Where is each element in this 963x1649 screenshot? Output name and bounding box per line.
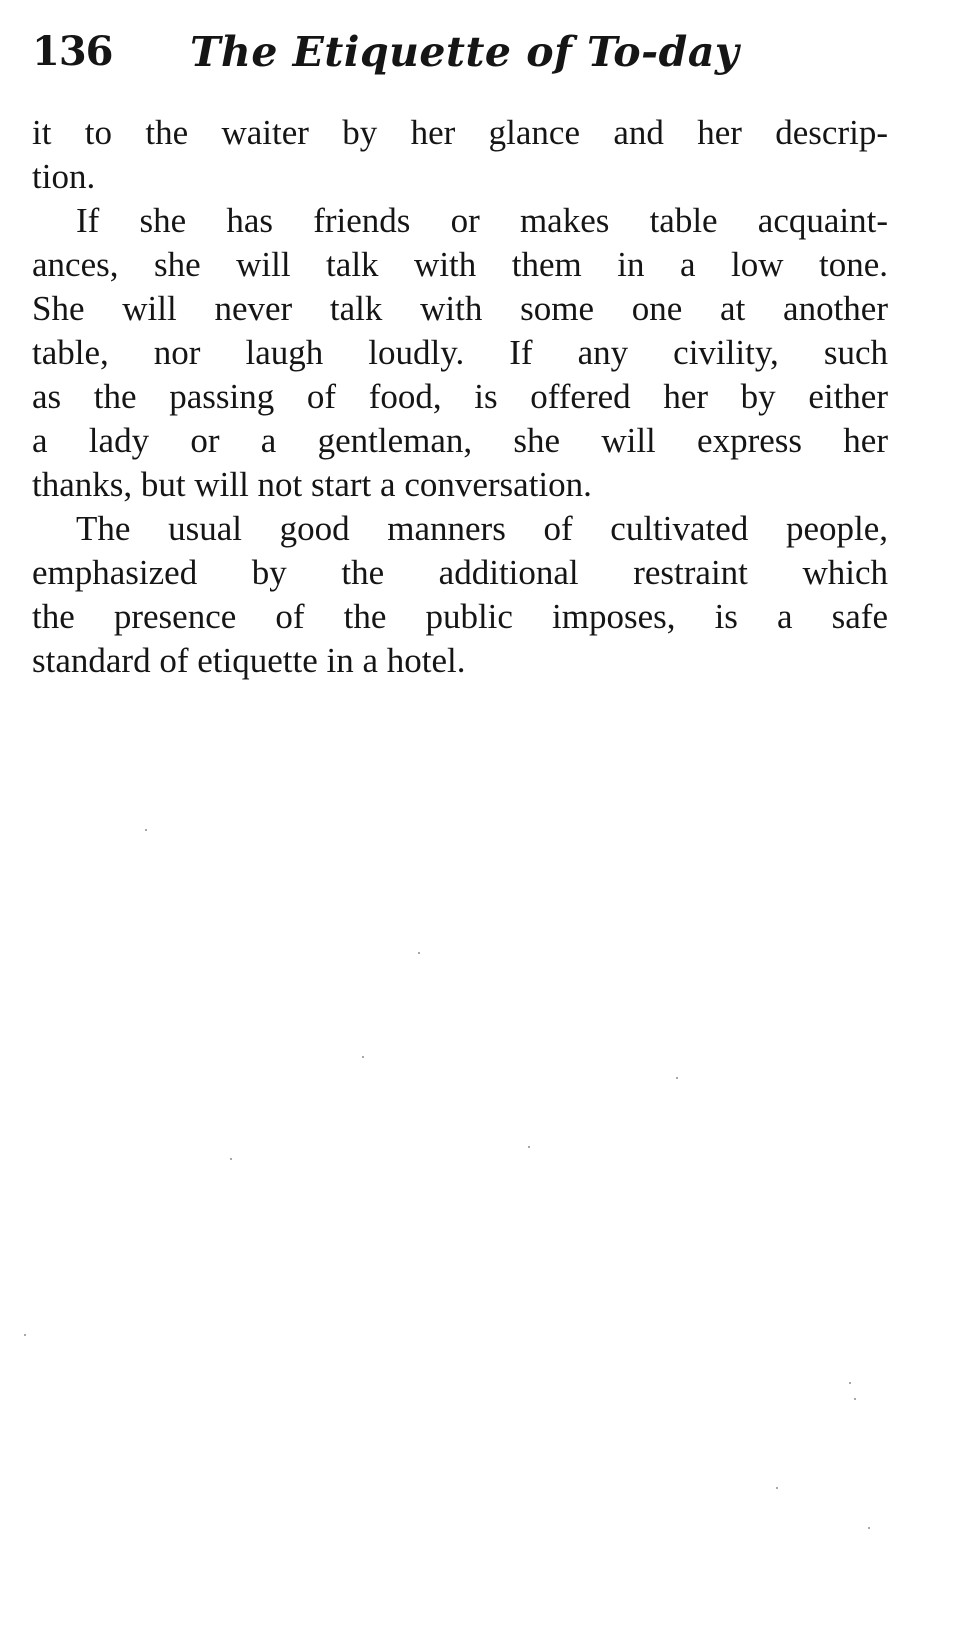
scan-speck [418, 952, 420, 954]
text-line: table, nor laugh loudly. If any civility, such [32, 333, 888, 372]
text-line: tion. [32, 157, 96, 196]
paragraph-1 [32, 111, 888, 199]
text-line: a lady or a gentleman, she will express her [32, 421, 888, 460]
body-text [32, 111, 888, 683]
scan-speck [868, 1527, 870, 1529]
text-line: The usual good manners of cultivated people, [76, 509, 888, 548]
paragraph-2 [32, 199, 888, 507]
page-number: 136 [32, 28, 113, 75]
scan-speck [528, 1146, 530, 1148]
text-line: emphasized by the additional restraint which [32, 553, 888, 592]
text-line: as the passing of food, is offered her by either [32, 377, 888, 416]
text-line: If she has friends or makes table acquaint- [76, 201, 888, 240]
scan-speck [362, 1056, 364, 1058]
scan-speck [230, 1158, 232, 1160]
running-head [32, 26, 912, 82]
text-line: it to the waiter by her glance and her descrip- [32, 113, 888, 152]
scan-speck [854, 1398, 856, 1400]
scan-speck [849, 1382, 851, 1384]
scan-speck [776, 1487, 778, 1489]
text-line: standard of etiquette in a hotel. [32, 641, 466, 680]
text-line: the presence of the public imposes, is a safe [32, 597, 888, 636]
scan-speck [676, 1077, 678, 1079]
scan-speck [24, 1334, 26, 1336]
text-line: thanks, but will not start a conversation. [32, 465, 592, 504]
book-title: The Etiquette of To-day [190, 28, 740, 76]
scan-speck [145, 829, 147, 831]
text-line: She will never talk with some one at another [32, 289, 888, 328]
text-line: ances, she will talk with them in a low tone. [32, 245, 888, 284]
paragraph-3 [32, 507, 888, 683]
